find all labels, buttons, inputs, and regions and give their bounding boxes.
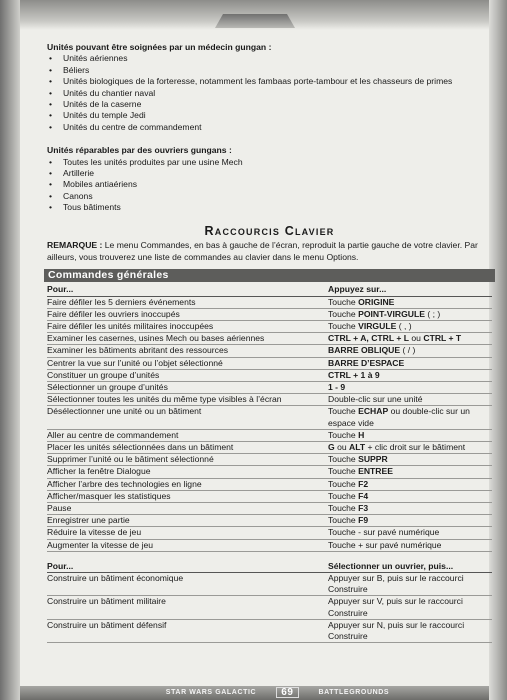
page-number: 69 [276,687,298,698]
key-cell [328,429,492,441]
footer-left: STAR WARS GALACTIC [165,689,257,696]
list-item: • Unités du centre de commandement [47,122,492,133]
key-segment: Double-clic sur une unité [328,394,423,405]
key-segment: Appuyer sur V, puis sur le raccourci Construire [328,596,463,618]
key-segment: Touche [328,296,359,307]
list-item: • Béliers [47,65,492,76]
key-cell [328,539,492,551]
key-segment: Touche [328,502,359,513]
action-cell: Afficher la fenêtre Dialogue [47,466,328,478]
table-row [47,527,492,539]
action-cell: Centrer la vue sur l’unité ou l’objet sélectionné [47,357,328,369]
action-cell: Placer les unités sélectionnées dans un bâtiment [47,441,328,453]
table-row [47,619,492,642]
key-cell [328,406,492,429]
remark-text: Le menu Commandes, en bas à gauche de l’écran, reproduit la partie gauche de votre clavier. Par ailleurs, vous trouverez une liste de commandes au clavier dans le menu Options. [47,240,478,262]
table-row [47,381,492,393]
footer-right: BATTLEGROUNDS [318,689,390,696]
action-cell: Sélectionner toutes les unités du même type visibles à l’écran [47,394,328,406]
action-cell: Enregistrer une partie [47,515,328,527]
content [47,42,492,643]
action-cell: Faire défiler les unités militaires inoccupées [47,320,328,332]
key-segment: VIRGULE [358,320,397,331]
action-cell: Faire défiler les 5 derniers événements [47,296,328,308]
key-segment: BARRE OBLIQUE [328,345,401,356]
top-emblem-icon [215,14,295,28]
key-segment: CTRL + A, CTRL + L [328,333,410,344]
key-segment: ( / ) [400,345,416,356]
list-item: • Toutes les unités produites par une usine Mech [47,157,492,168]
key-segment: Appuyer sur B, puis sur le raccourci Construire [328,572,464,595]
action-cell: Désélectionner une unité ou un bâtiment [47,406,328,429]
key-cell [328,596,492,619]
list-item: • Tous bâtiments [47,202,492,213]
key-cell [328,572,492,595]
table-row [47,515,492,527]
key-segment: Touche [328,454,359,465]
key-segment: F4 [358,490,369,501]
remark [47,240,492,263]
list-item: • Unités du temple Jedi [47,110,492,121]
list-item: • Canons [47,191,492,202]
col-right-header: Sélectionner un ouvrier, puis... [328,561,492,573]
key-segment: CTRL + 1 à 9 [328,369,380,380]
key-cell [328,296,492,308]
key-cell [328,527,492,539]
table-row [47,596,492,619]
table-row [47,333,492,345]
key-segment: Touche [328,429,359,440]
key-segment: F3 [358,502,369,513]
key-segment: BARRE D’ESPACE [328,357,405,368]
list-item: • Unités biologiques de la forteresse, notamment les fambaas porte-tambour et les chasseurs de primes [47,76,492,87]
key-segment: ou double-clic sur un espace vide [328,406,470,428]
key-cell [328,369,492,381]
action-cell: Sélectionner un groupe d’unités [47,381,328,393]
footer [140,687,415,698]
key-segment: Touche [328,308,359,319]
action-cell: Augmenter la vitesse de jeu [47,539,328,551]
healable-list [47,53,492,133]
key-cell [328,490,492,502]
remark-label: REMARQUE : [47,240,103,251]
key-cell [328,381,492,393]
key-segment: Touche [328,466,359,477]
col-left-header: Pour... [47,561,328,573]
general-commands-table [47,284,492,551]
action-cell: Construire un bâtiment militaire [47,596,328,619]
action-cell: Aller au centre de commandement [47,429,328,441]
table-row [47,394,492,406]
table-row [47,296,492,308]
key-segment: F2 [358,478,369,489]
key-cell [328,619,492,642]
table-row [47,357,492,369]
key-cell [328,502,492,514]
table-head-row [47,284,492,296]
table-row [47,308,492,320]
worker-commands-table [47,561,492,643]
key-cell [328,478,492,490]
action-cell: Construire un bâtiment défensif [47,619,328,642]
table-head-row [47,561,492,573]
table-row [47,429,492,441]
action-cell: Construire un bâtiment économique [47,572,328,595]
key-segment: + clic droit sur le bâtiment [365,441,466,452]
key-cell [328,454,492,466]
action-cell: Supprimer l’unité ou le bâtiment sélectionné [47,454,328,466]
general-commands-header: Commandes générales [44,269,495,282]
action-cell: Examiner les bâtiments abritant des ressources [47,345,328,357]
action-cell: Pause [47,502,328,514]
table-row [47,345,492,357]
key-segment: Touche + sur pavé numérique [328,539,442,550]
action-cell: Réduire la vitesse de jeu [47,527,328,539]
col-left-header: Pour... [47,284,328,296]
action-cell: Afficher l’arbre des technologies en ligne [47,478,328,490]
healable-title: Unités pouvant être soignées par un médecin gungan : [47,42,272,52]
key-segment: ( ; ) [424,308,441,319]
action-cell: Afficher/masquer les statistiques [47,490,328,502]
table-row [47,572,492,595]
key-cell [328,357,492,369]
key-segment: ALT [349,441,366,452]
page-border-left [0,0,20,700]
table-row [47,478,492,490]
key-segment: G [328,441,335,452]
key-cell [328,394,492,406]
table-row [47,490,492,502]
list-item: • Unités de la caserne [47,99,492,110]
key-cell [328,308,492,320]
key-segment: ou [409,333,424,344]
key-segment: ENTREE [358,466,393,477]
key-segment: Touche [328,490,359,501]
key-cell [328,320,492,332]
list-item: • Artillerie [47,168,492,179]
action-cell: Examiner les casernes, usines Mech ou bases aériennes [47,333,328,345]
col-right-header: Appuyez sur... [328,284,492,296]
key-segment: 1 - 9 [328,381,346,392]
list-item: • Mobiles antiaériens [47,179,492,190]
table-row [47,466,492,478]
list-item: • Unités aériennes [47,53,492,64]
key-segment: ou [334,441,350,452]
action-cell: Faire défiler les ouvriers inoccupés [47,308,328,320]
table-row [47,441,492,453]
key-cell [328,441,492,453]
repairable-list [47,157,492,214]
table-row [47,320,492,332]
list-item: • Unités du chantier naval [47,88,492,99]
key-cell [328,515,492,527]
key-cell [328,466,492,478]
table-row [47,502,492,514]
key-segment: POINT-VIRGULE [358,308,425,319]
key-segment: Appuyer sur N, puis sur le raccourci Construire [328,619,465,641]
table-row [47,539,492,551]
key-segment: ( , ) [396,320,412,331]
table-row [47,454,492,466]
key-segment: Touche [328,478,359,489]
key-segment: SUPPR [358,454,388,465]
key-segment: Touche - sur pavé numérique [328,527,440,538]
key-segment: Touche [328,406,359,417]
action-cell: Constituer un groupe d’unités [47,369,328,381]
key-cell [328,333,492,345]
key-segment: ECHAP [358,406,389,417]
table-row [47,406,492,429]
key-segment: ORIGINE [358,296,395,307]
shortcuts-title: Raccourcis Clavier [204,223,335,238]
key-segment: Touche [328,320,359,331]
repairable-title: Unités réparables par des ouvriers gungans : [47,145,232,156]
key-segment: H [358,429,365,440]
key-segment: F9 [358,515,369,526]
key-cell [328,345,492,357]
table-row [47,369,492,381]
key-segment: CTRL + T [423,333,462,344]
key-segment: Touche [328,515,359,526]
